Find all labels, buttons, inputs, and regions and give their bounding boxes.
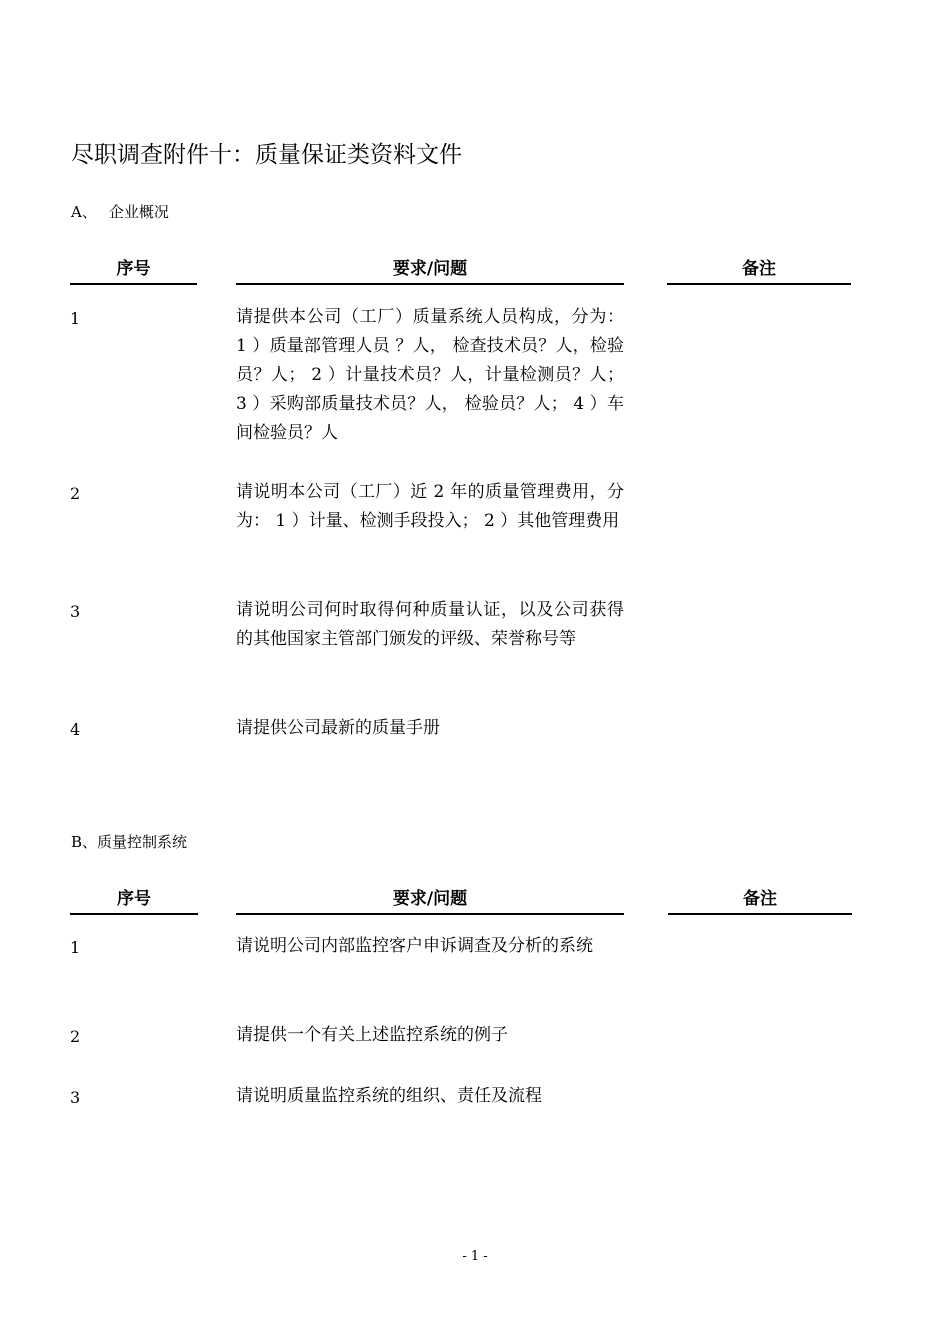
section-b-title: 质量控制系统	[97, 833, 188, 851]
section-a-row-4-number: 4	[70, 720, 81, 739]
section-a-row-2-number: 2	[70, 484, 81, 503]
section-b-col-number: 序号	[70, 888, 198, 915]
section-a-row-1-text: 请提供本公司（工厂）质量系统人员构成，分为： 1 ）质量部管理人员 ？人， 检查技术员？人，检验员？人； 2 ）计量技术员？人，计量检测员？人； 3 ）采购部质量技术员？人， 检验员？人； 4 ）车间检验员？人	[236, 307, 624, 443]
section-b-col-requirement: 要求/问题	[236, 888, 624, 915]
section-b-heading	[71, 832, 187, 852]
page-title: 尽职调查附件十：质量保证类资料文件	[71, 142, 462, 168]
section-a-heading	[71, 202, 169, 222]
section-a-row-1-number: 1	[70, 309, 81, 328]
section-b-row-2-number: 2	[70, 1027, 81, 1046]
section-b-col-remarks: 备注	[668, 888, 852, 915]
section-b-row-1-text: 请说明公司内部监控客户申诉调查及分析的系统	[236, 936, 593, 956]
section-a-row-3-number: 3	[70, 602, 81, 621]
section-a-col-requirement: 要求/问题	[236, 258, 624, 285]
section-a-title: 企业概况	[108, 203, 169, 221]
section-b-prefix: B、	[71, 833, 98, 851]
section-b-row-3-text: 请说明质量监控系统的组织、责任及流程	[236, 1086, 542, 1106]
page-number: - 1 -	[462, 1249, 488, 1264]
section-b-row-3-number: 3	[70, 1088, 81, 1107]
section-a-col-number: 序号	[70, 258, 197, 285]
section-b-row-1-number: 1	[70, 938, 81, 957]
section-a-col-remarks: 备注	[667, 258, 851, 285]
section-b-row-2-text: 请提供一个有关上述监控系统的例子	[236, 1025, 508, 1045]
section-a-prefix: A、	[71, 203, 97, 221]
section-a-row-4-text: 请提供公司最新的质量手册	[236, 718, 440, 738]
section-a-row-2-text: 请说明本公司（工厂）近 2 年的质量管理费用，分为： 1 ）计量、检测手段投入； 2 ）其他管理费用	[236, 482, 624, 531]
section-a-row-3-text: 请说明公司何时取得何种质量认证，以及公司获得的其他国家主管部门颁发的评级、荣誉称号等	[236, 600, 624, 649]
